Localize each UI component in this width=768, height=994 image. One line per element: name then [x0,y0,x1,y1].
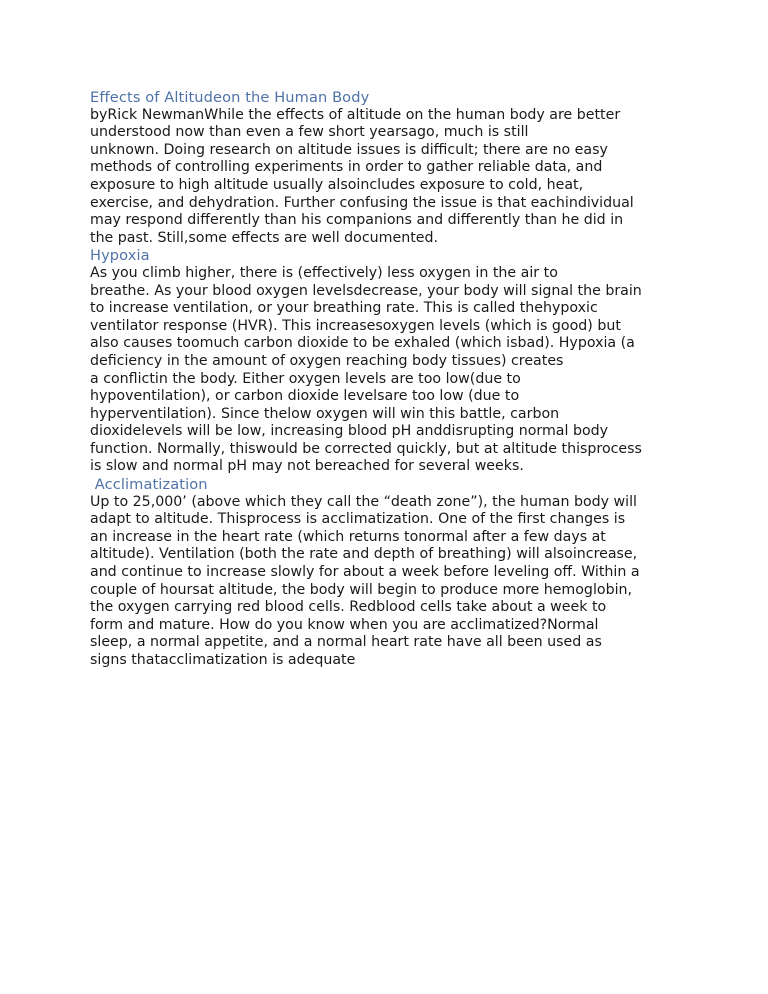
text-line: understood now than even a few short yearsago, much is still [90,124,529,141]
section-heading-hypoxia: Hypoxia [90,247,150,265]
text-line: dioxidelevels will be low, increasing blood pH anddisrupting normal body [90,423,609,440]
text-line: adapt to altitude. Thisprocess is acclimatization. One of the first changes is [90,511,626,528]
text-line: an increase in the heart rate (which returns tonormal after a few days at [90,528,606,545]
intro-paragraph [90,107,682,248]
text-line: the oxygen carrying red blood cells. Redblood cells take about a week to [90,599,607,616]
text-line: exercise, and dehydration. Further confusing the issue is that eachindividual [90,194,634,211]
text-line: hypoventilation), or carbon dioxide levelsare too low (due to [90,388,520,405]
text-line: breathe. As your blood oxygen levelsdecrease, your body will signal the brain [90,282,642,299]
text-line: As you climb higher, there is (effectively) less oxygen in the air to [90,264,558,281]
text-line: to increase ventilation, or your breathing rate. This is called thehypoxic [90,300,598,317]
text-line: and continue to increase slowly for about a week before leveling off. Within a [90,564,640,581]
text-line: sleep, a normal appetite, and a normal heart rate have all been used as [90,634,602,651]
text-line: altitude). Ventilation (both the rate and depth of breathing) will alsoincrease, [90,546,638,563]
hypoxia-paragraph [90,265,682,476]
text-line: ventilator response (HVR). This increasesoxygen levels (which is good) but [90,317,621,334]
text-line: may respond differently than his companions and differently than he did in [90,212,624,229]
section-heading-acclimatization: Acclimatization [90,476,208,494]
text-line: exposure to high altitude usually alsoincludes exposure to cold, heat, [90,176,584,193]
text-line: a conflictin the body. Either oxygen levels are too low(due to [90,370,521,387]
text-line: form and mature. How do you know when you are acclimatized?Normal [90,616,599,633]
text-line: unknown. Doing research on altitude issues is difficult; there are no easy [90,141,608,158]
text-line: is slow and normal pH may not bereached for several weeks. [90,458,524,475]
text-line: deficiency in the amount of oxygen reaching body tissues) creates [90,352,564,369]
text-line: couple of hoursat altitude, the body will begin to produce more hemoglobin, [90,581,633,598]
text-line: function. Normally, thiswould be corrected quickly, but at altitude thisprocess [90,440,642,457]
document-title: Effects of Altitudeon the Human Body [90,89,370,106]
text-line: Up to 25,000’ (above which they call the “death zone”), the human body will [90,493,637,510]
text-line: also causes toomuch carbon dioxide to be exhaled (which isbad). Hypoxia (a [90,335,635,352]
text-line: the past. Still,some effects are well documented. [90,229,439,246]
acclimatization-paragraph [90,494,682,670]
text-line: hyperventilation). Since thelow oxygen will win this battle, carbon [90,405,560,422]
text-line: methods of controlling experiments in order to gather reliable data, and [90,159,603,176]
document-body [90,89,682,670]
text-line: byRick NewmanWhile the effects of altitude on the human body are better [90,106,621,123]
text-line: signs thatacclimatization is adequate [90,652,356,668]
